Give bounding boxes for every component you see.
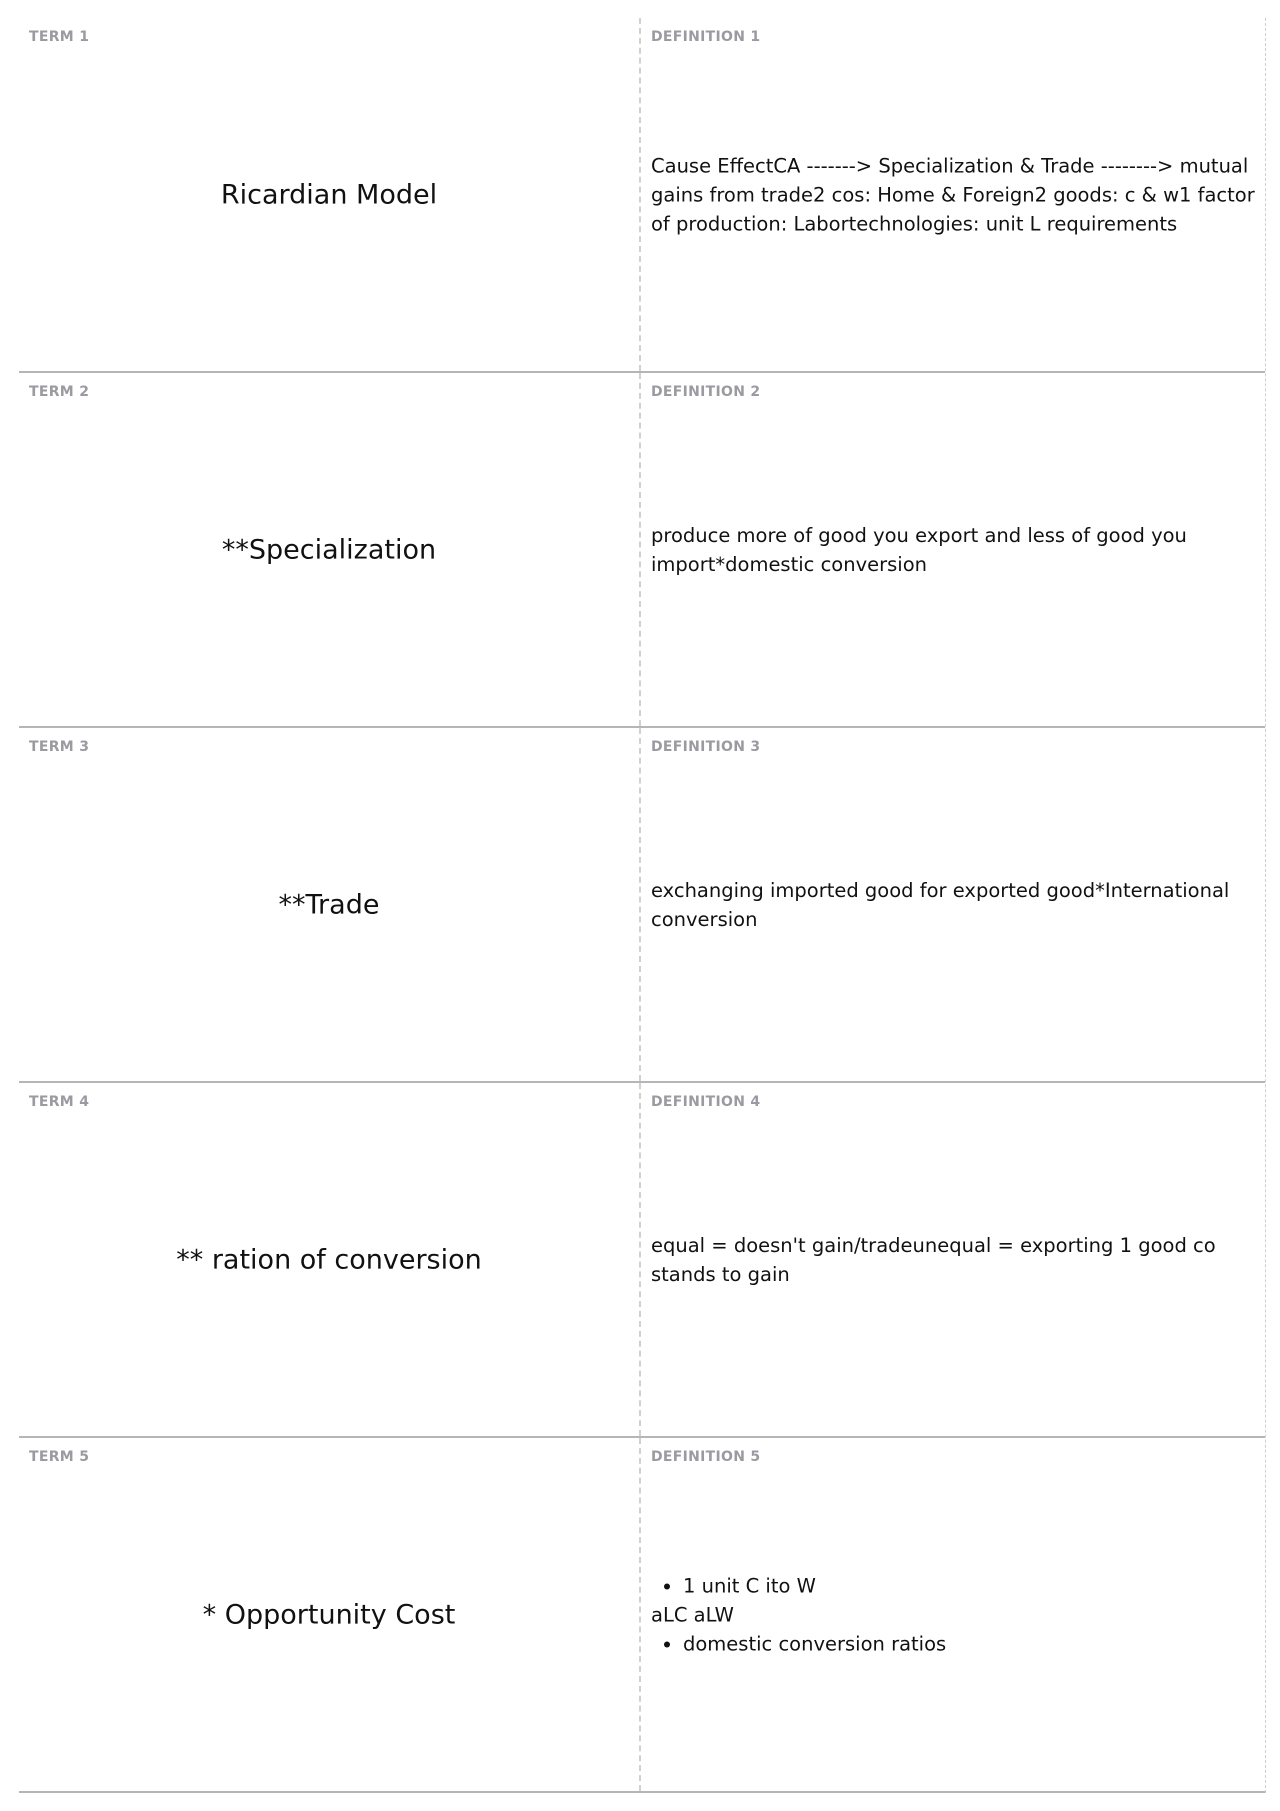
definition-cell bbox=[641, 18, 1265, 371]
term-cell bbox=[19, 1438, 641, 1791]
definition-label: DEFINITION 4 bbox=[651, 1094, 761, 1110]
definition-text: equal = doesn't gain/tradeunequal = exporting 1 good co stands to gain bbox=[651, 1233, 1216, 1286]
term-text: Ricardian Model bbox=[220, 179, 438, 210]
term-label: TERM 1 bbox=[29, 29, 90, 45]
definition-label: DEFINITION 2 bbox=[651, 384, 761, 400]
definition-cell bbox=[641, 728, 1265, 1081]
definition-text bbox=[651, 1571, 1259, 1658]
flashcard-row bbox=[19, 373, 1265, 728]
term-cell bbox=[19, 1083, 641, 1436]
flashcard-row bbox=[19, 1083, 1265, 1438]
definition-label: DEFINITION 5 bbox=[651, 1449, 761, 1465]
term-text: * Opportunity Cost bbox=[202, 1599, 456, 1630]
definition-cell bbox=[641, 1083, 1265, 1436]
flashcard-row bbox=[19, 728, 1265, 1083]
flashcard-row bbox=[19, 18, 1265, 373]
term-cell bbox=[19, 18, 641, 371]
definition-label: DEFINITION 1 bbox=[651, 29, 761, 45]
definition-text: produce more of good you export and less of good you import*domestic conversion bbox=[651, 523, 1187, 576]
definition-cell bbox=[641, 1438, 1265, 1791]
term-text: **Specialization bbox=[221, 534, 437, 565]
definition-text: exchanging imported good for exported good*International conversion bbox=[651, 878, 1230, 931]
definition-cell bbox=[641, 373, 1265, 726]
term-text: **Trade bbox=[278, 889, 380, 920]
term-label: TERM 5 bbox=[29, 1449, 90, 1465]
term-cell bbox=[19, 728, 641, 1081]
definition-bullet: • 1 unit C ito W bbox=[683, 1571, 1259, 1600]
flashcard-sheet bbox=[19, 18, 1266, 1793]
term-text: ** ration of conversion bbox=[176, 1244, 482, 1275]
definition-label: DEFINITION 3 bbox=[651, 739, 761, 755]
flashcard-row bbox=[19, 1438, 1265, 1793]
definition-bullet-list bbox=[651, 1629, 1259, 1658]
term-label: TERM 4 bbox=[29, 1094, 90, 1110]
term-cell bbox=[19, 373, 641, 726]
definition-bullet-list bbox=[651, 1571, 1259, 1600]
term-label: TERM 2 bbox=[29, 384, 90, 400]
definition-text: Cause EffectCA -------> Specialization & Trade --------> mutual gains from trade2 cos: Home & Foreign2 goods: c & w1 factor of production: Labortechnologies: unit L requirements bbox=[651, 154, 1255, 235]
term-label: TERM 3 bbox=[29, 739, 90, 755]
definition-line: aLC aLW bbox=[651, 1603, 734, 1626]
definition-bullet: • domestic conversion ratios bbox=[683, 1629, 1259, 1658]
